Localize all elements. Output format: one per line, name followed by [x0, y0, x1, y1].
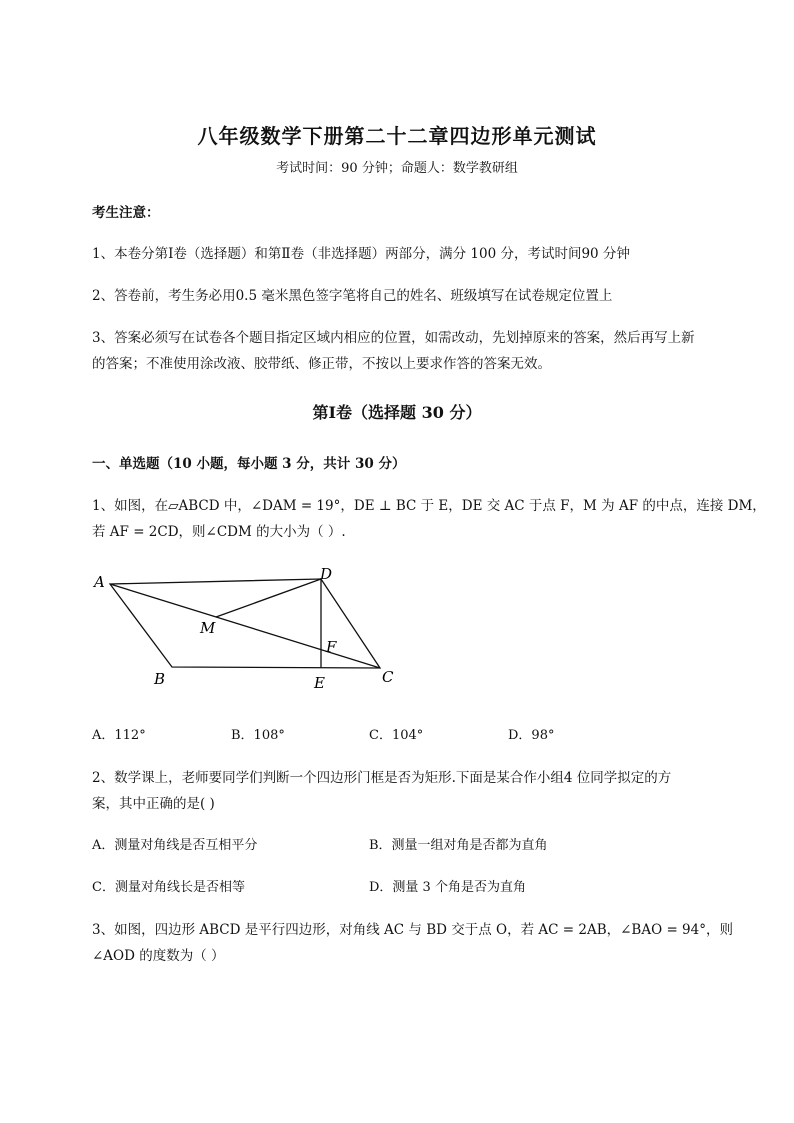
q3-text-line2: ∠AOD 的度数为（ ） — [92, 948, 225, 964]
diagonal-ac — [110, 584, 380, 668]
notice-heading: 考生注意： — [92, 205, 160, 221]
notice-item-3-cont: 的答案；不准使用涂改液、胶带纸、修正带，不按以上要求作答的答案无效。 — [92, 356, 551, 372]
label-b: B — [154, 670, 166, 688]
segment-dm — [216, 579, 321, 617]
exam-subtitle: 考试时间：90 分钟；命题人：数学教研组 — [276, 161, 518, 176]
q1-option-b: B．108° — [231, 728, 285, 743]
label-a: A — [94, 573, 105, 591]
label-c: C — [382, 668, 394, 686]
label-e: E — [314, 674, 325, 692]
q2-text-line2: 案，其中正确的是( ) — [92, 796, 215, 812]
section-title: 第Ⅰ卷（选择题 30 分） — [312, 403, 482, 422]
q1-option-a: A．112° — [92, 728, 146, 743]
q1-text-line2: 若 AF = 2CD，则∠CDM 的大小为（ ）. — [92, 524, 346, 540]
q2-text-line1: 2、数学课上，老师要同学们判断一个四边形门框是否为矩形.下面是某合作小组4 位同学拟定的方 — [92, 770, 672, 786]
q1-text-line1: 1、如图，在▱ABCD 中，∠DAM = 19°，DE ⊥ BC 于 E，DE 交 AC 于点 F，M 为 AF 的中点，连接 DM， — [92, 498, 766, 514]
q1-option-d: D．98° — [508, 728, 555, 743]
q3-text-line1: 3、如图，四边形 ABCD 是平行四边形，对角线 AC 与 BD 交于点 O，若 AC = 2AB，∠BAO = 94°，则 — [92, 922, 733, 938]
q1-option-c: C．104° — [369, 728, 424, 743]
parallelogram-abcd — [110, 579, 380, 668]
q2-option-d: D．测量 3 个角是否为直角 — [369, 880, 526, 895]
notice-item-2: 2、答卷前，考生务必用0.5 毫米黑色签字笔将自己的姓名、班级填写在试卷规定位置上 — [92, 288, 613, 304]
q1-parallelogram-figure — [90, 560, 410, 695]
label-m: M — [200, 619, 216, 637]
label-f: F — [326, 638, 337, 656]
notice-item-1: 1、本卷分第Ⅰ卷（选择题）和第Ⅱ卷（非选择题）两部分，满分 100 分，考试时间90 分钟 — [92, 246, 630, 262]
page-title: 八年级数学下册第二十二章四边形单元测试 — [197, 124, 597, 148]
q2-option-b: B．测量一组对角是否都为直角 — [369, 838, 548, 853]
q2-option-a: A．测量对角线是否互相平分 — [92, 838, 258, 853]
notice-item-3: 3、答案必须写在试卷各个题目指定区域内相应的位置，如需改动，先划掉原来的答案，然后再写上新 — [92, 330, 695, 346]
part-heading: 一、单选题（10 小题，每小题 3 分，共计 30 分） — [92, 456, 406, 472]
label-d: D — [320, 565, 333, 583]
q2-option-c: C．测量对角线长是否相等 — [92, 880, 245, 895]
